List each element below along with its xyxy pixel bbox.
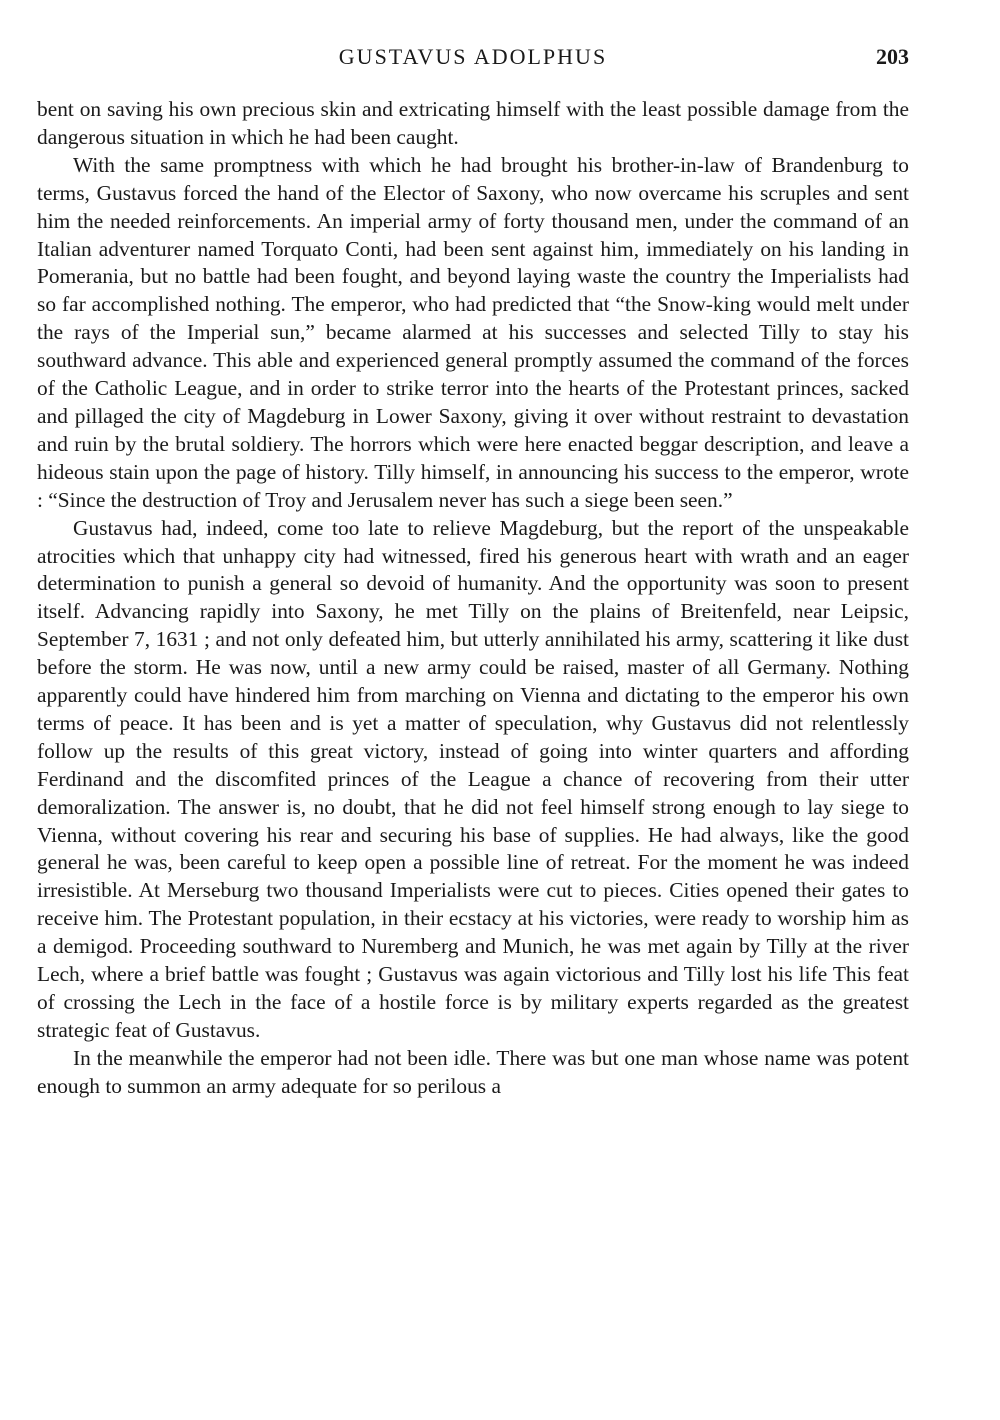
- page-number: 203: [876, 44, 909, 69]
- running-head: [37, 42, 909, 78]
- paragraph-continued: bent on saving his own precious skin and extricating himself with the least possible damage from the dangerous situation in which he had been caught.: [37, 97, 909, 149]
- body-text: [37, 96, 909, 1101]
- paragraph: Gustavus had, indeed, come too late to relieve Magdeburg, but the report of the unspeakable atrocities which that unhappy city had witnessed, fired his generous heart with wrath and an eager determination to punish a general so devoid of humanity. And the opportunity was soon to present itself. Advancing rapidly into Saxony, he met Tilly on the plains of Breitenfeld, near Leipsic, September 7, 1631 ; and not only defeated him, but utterly annihilated his army, scattering it like dust before the storm. He was now, until a new army could be raised, master of all Germany. Nothing apparently could have hindered him from marching on Vienna and dictating to the emperor his own terms of peace. It has been and is yet a matter of speculation, why Gustavus did not relentlessly follow up the results of this great victory, instead of going into winter quarters and affording Ferdinand and the discomfited princes of the League a chance of recovering from their utter demoralization. The answer is, no doubt, that he did not feel himself strong enough to lay siege to Vienna, without covering his rear and securing his base of supplies. He had always, like the good general he was, been careful to keep open a possible line of retreat. For the moment he was indeed irresistible. At Merseburg two thousand Imperialists were cut to pieces. Cities opened their gates to receive him. The Protestant population, in their ecstacy at his victories, were ready to worship him as a demigod. Proceeding southward to Nuremberg and Munich, he was met again by Tilly at the river Lech, where a brief battle was fought ; Gustavus was again victorious and Tilly lost his life This feat of crossing the Lech in the face of a hostile force is by military experts regarded as the greatest strategic feat of Gustavus.: [37, 515, 909, 1042]
- paragraph: With the same promptness with which he had brought his brother-in-law of Brandenburg to terms, Gustavus forced the hand of the Elector of Saxony, who now overcame his scruples and sent him the needed reinforcements. An imperial army of forty thousand men, under the command of an Italian adventurer named Torquato Conti, had been sent against him, immediately on his landing in Pomerania, but no battle had been fought, and beyond laying waste the country the Imperialists had so far accomplished nothing. The emperor, who had predicted that “the Snow-king would melt under the rays of the Imperial sun,” became alarmed at his successes and selected Tilly to stay his southward advance. This able and experienced general promptly assumed the command of the forces of the Catholic League, and in order to strike terror into the hearts of the Protestant princes, sacked and pillaged the city of Magdeburg in Lower Saxony, giving it over without restraint to devastation and ruin by the brutal soldiery. The horrors which were here enacted beggar description, and leave a hideous stain upon the page of history. Tilly himself, in announcing his success to the emperor, wrote : “Since the destruction of Troy and Jerusalem never has such a siege been seen.”: [37, 152, 909, 512]
- paragraph: In the meanwhile the emperor had not been idle. There was but one man whose name was potent enough to summon an army adequate for so perilous a: [37, 1045, 909, 1098]
- book-page: [37, 42, 909, 1101]
- running-title: GUSTAVUS ADOLPHUS: [338, 44, 608, 69]
